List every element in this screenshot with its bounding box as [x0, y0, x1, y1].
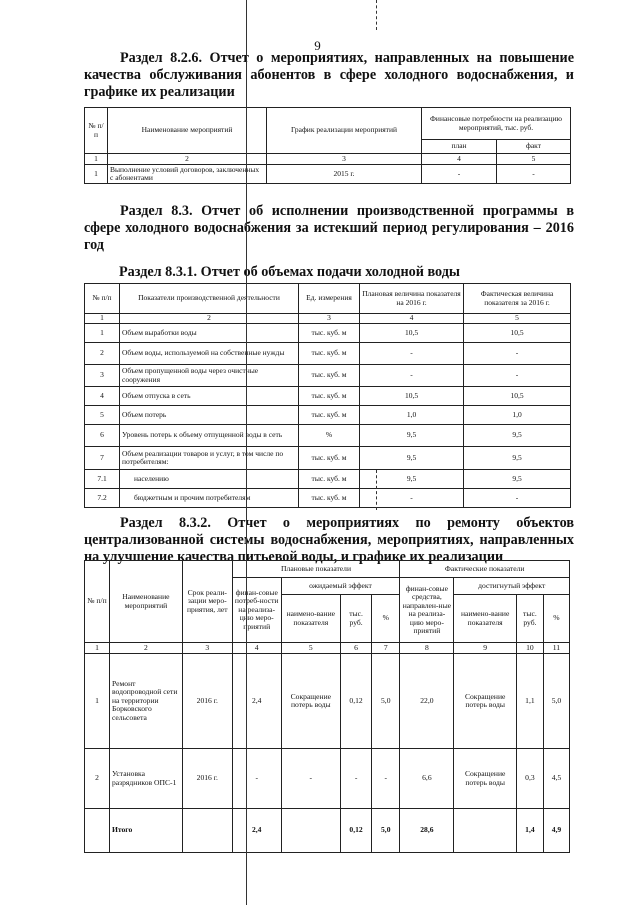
cell: 4,9: [543, 809, 569, 853]
cell: -: [360, 365, 464, 387]
cell: 9,5: [464, 470, 571, 489]
cell: 3: [182, 643, 232, 654]
cell: 9,5: [360, 470, 464, 489]
cell: -: [464, 489, 571, 508]
cell: Сокращение потерь воды: [454, 749, 516, 809]
cell: Объем отпуска в сеть: [120, 387, 299, 406]
cell: тыс. куб. м: [299, 324, 360, 343]
cell: 9,5: [360, 447, 464, 470]
th-ind-name: наимено-вание показателя: [281, 595, 340, 643]
cell: 3: [299, 314, 360, 324]
cell: [182, 809, 232, 853]
cell: 28,6: [400, 809, 454, 853]
cell: 10: [516, 643, 543, 654]
cell: -: [422, 165, 497, 184]
table-row: [85, 425, 571, 447]
table-row: [85, 365, 571, 387]
cell: 2: [109, 643, 182, 654]
cell: 3: [267, 154, 422, 165]
cell: 2016 г.: [182, 749, 232, 809]
cell: 2,4: [232, 654, 281, 749]
cell: -: [464, 365, 571, 387]
cell: Сокращение потерь воды: [454, 654, 516, 749]
cell: 2: [85, 749, 110, 809]
section-826-heading: Раздел 8.2.6. Отчет о мероприятиях, направленных на повышение качества обслуживания абонентов в сфере холодного водоснабжения, и графике их реализации: [84, 50, 574, 100]
th-expected: ожидаемый эффект: [281, 578, 400, 595]
cell: 1: [85, 643, 110, 654]
th-term: Срок реали-зации меро-приятия, лет: [182, 561, 232, 643]
cell: Объем выработки воды: [120, 324, 299, 343]
cell: 9: [454, 643, 516, 654]
th-fact: факт: [497, 140, 571, 154]
cell: 1,1: [516, 654, 543, 749]
table-row: [85, 406, 571, 425]
th-plan: Плановая величина показателя на 2016 г.: [360, 284, 464, 314]
cell: 7: [85, 447, 120, 470]
table-row: [85, 324, 571, 343]
cell: 5,0: [543, 654, 569, 749]
cell: 6: [85, 425, 120, 447]
th-num: № п/п: [85, 284, 120, 314]
cell: -: [340, 749, 371, 809]
total-row: [85, 809, 570, 853]
th-unit: Ед. измерения: [299, 284, 360, 314]
th-percent: %: [543, 595, 569, 643]
cell: 8: [400, 643, 454, 654]
th-num: № п/п: [85, 561, 110, 643]
cell: 1: [85, 324, 120, 343]
table-row: [85, 470, 571, 489]
section-83-heading: Раздел 8.3. Отчет об исполнении производственной программы в сфере холодного водоснабжения за истекший период регулирования – 2016 год: [84, 203, 574, 253]
cell: 9,5: [464, 447, 571, 470]
cell: Сокращение потерь воды: [281, 654, 340, 749]
index-row: [85, 643, 570, 654]
cell: Установка разрядников ОПС-1: [109, 749, 182, 809]
cell: 6,6: [400, 749, 454, 809]
cell: [281, 809, 340, 853]
th-fact: Фактическая величина показателя за 2016 г.: [464, 284, 571, 314]
th-achieved: достигнутый эффект: [454, 578, 570, 595]
scan-fold-line: [376, 0, 377, 30]
th-schedule: График реализации мероприятий: [267, 108, 422, 154]
cell: 2016 г.: [182, 654, 232, 749]
cell: 10,5: [360, 324, 464, 343]
th-name: Наименование мероприятий: [109, 561, 182, 643]
cell: 2: [85, 343, 120, 365]
cell: 2015 г.: [267, 165, 422, 184]
cell: 10,5: [360, 387, 464, 406]
cell: 22,0: [400, 654, 454, 749]
section-832-heading: Раздел 8.3.2. Отчет о мероприятиях по ремонту объектов централизованной системы водоснабжения, мероприятиях, направленных на улучшение качества питьевой воды, и графике их реализации: [84, 515, 574, 565]
th-thousand-rub: тыс. руб.: [516, 595, 543, 643]
cell: 1,0: [360, 406, 464, 425]
cell: 7.1: [85, 470, 120, 489]
cell: -: [360, 489, 464, 508]
cell: Объем воды, используемой на собственные нужды: [120, 343, 299, 365]
cell: 1: [85, 154, 108, 165]
index-row: [85, 314, 571, 324]
cell: 2,4: [232, 809, 281, 853]
th-plan: план: [422, 140, 497, 154]
cell: 3: [85, 365, 120, 387]
cell: 4: [232, 643, 281, 654]
th-planned: Плановые показатели: [232, 561, 400, 578]
th-fin-fact: финан-совые средства, направлен-ные на реализа-цию меро-приятий: [400, 578, 454, 643]
scan-fold-line: [376, 470, 377, 510]
cell: [454, 809, 516, 853]
cell: 2: [120, 314, 299, 324]
th-thousand-rub: тыс. руб.: [340, 595, 371, 643]
cell: 5: [464, 314, 571, 324]
cell: 7: [372, 643, 400, 654]
cell: -: [281, 749, 340, 809]
cell: 5: [85, 406, 120, 425]
table-row: [85, 489, 571, 508]
cell: Объем реализации товаров и услуг, в том числе по потребителям:: [120, 447, 299, 470]
cell: -: [232, 749, 281, 809]
th-name: Наименование мероприятий: [108, 108, 267, 154]
index-row: [85, 154, 571, 165]
cell: Объем пропущенной воды через очистные сооружения: [120, 365, 299, 387]
cell: 4,5: [543, 749, 569, 809]
cell: 0,12: [340, 809, 371, 853]
cell: 0,12: [340, 654, 371, 749]
th-num: № п/п: [85, 108, 108, 154]
th-indicator: Показатели производственной деятельности: [120, 284, 299, 314]
table-row: [85, 447, 571, 470]
cell: -: [360, 343, 464, 365]
cell: -: [464, 343, 571, 365]
table-row: [85, 654, 570, 749]
cell: тыс. куб. м: [299, 447, 360, 470]
table-826: [84, 107, 571, 184]
cell: Объем потерь: [120, 406, 299, 425]
cell: тыс. куб. м: [299, 387, 360, 406]
th-fin-plan: финан-совые потреб-ности на реализа-цию меро-приятий: [232, 578, 281, 643]
cell: -: [372, 749, 400, 809]
cell: бюджетным и прочим потребителям: [120, 489, 299, 508]
cell: Уровень потерь к объему отпущенной воды в сеть: [120, 425, 299, 447]
table-row: [85, 387, 571, 406]
cell: 4: [422, 154, 497, 165]
cell: 9,5: [360, 425, 464, 447]
cell: 1: [85, 314, 120, 324]
cell: 10,5: [464, 324, 571, 343]
table-row: [85, 165, 571, 184]
table-831: [84, 283, 571, 508]
cell: 1,4: [516, 809, 543, 853]
cell: 5,0: [372, 654, 400, 749]
cell: 0,3: [516, 749, 543, 809]
table-832: [84, 560, 570, 853]
cell: тыс. куб. м: [299, 343, 360, 365]
cell: 2: [108, 154, 267, 165]
cell: 1: [85, 165, 108, 184]
page-number: 9: [314, 38, 321, 53]
cell: 9,5: [464, 425, 571, 447]
cell: тыс. куб. м: [299, 365, 360, 387]
cell: Выполнение условий договоров, заключенных с абонентами: [108, 165, 267, 184]
cell: населению: [120, 470, 299, 489]
cell: тыс. куб. м: [299, 470, 360, 489]
section-831-heading: Раздел 8.3.1. Отчет об объемах подачи холодной воды: [119, 264, 460, 280]
table-row: [85, 749, 570, 809]
cell: 11: [543, 643, 569, 654]
cell: 5: [497, 154, 571, 165]
cell: тыс. куб. м: [299, 406, 360, 425]
cell: 5: [281, 643, 340, 654]
cell: Ремонт водопроводной сети на территории Борковского сельсовета: [109, 654, 182, 749]
cell: 4: [85, 387, 120, 406]
th-ind-name: наимено-вание показателя: [454, 595, 516, 643]
cell: 10,5: [464, 387, 571, 406]
th-actual: Фактические показатели: [400, 561, 570, 578]
cell: 4: [360, 314, 464, 324]
cell: -: [497, 165, 571, 184]
cell: 6: [340, 643, 371, 654]
cell: 1: [85, 654, 110, 749]
cell: %: [299, 425, 360, 447]
table-row: [85, 343, 571, 365]
th-percent: %: [372, 595, 400, 643]
cell: 7.2: [85, 489, 120, 508]
cell: Итого: [109, 809, 182, 853]
cell: тыс. куб. м: [299, 489, 360, 508]
cell: 1,0: [464, 406, 571, 425]
cell: 5,0: [372, 809, 400, 853]
th-fin: Финансовые потребности на реализацию мероприятий, тыс. руб.: [422, 108, 571, 140]
cell: [85, 809, 110, 853]
scan-fold-line: [246, 0, 247, 905]
